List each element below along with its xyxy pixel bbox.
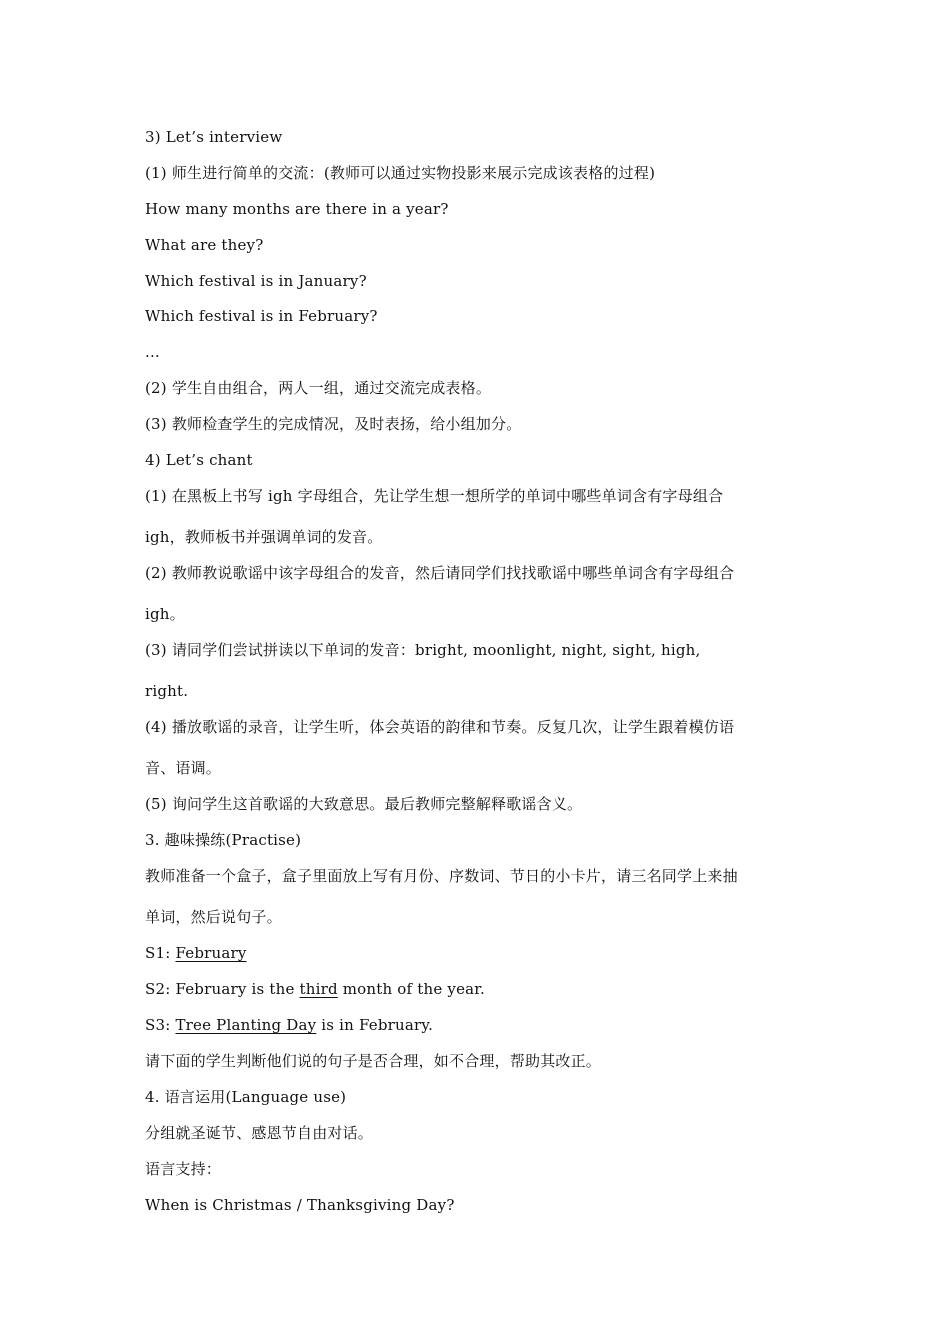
paragraph: (3) 教师检查学生的完成情况，及时表扬，给小组加分。 [145,415,522,433]
s3-prefix: S3: [145,1016,176,1034]
paragraph: 请下面的学生判断他们说的句子是否合理，如不合理，帮助其改正。 [145,1052,602,1070]
paragraph-continued: 音、语调。 [145,759,222,777]
paragraph: (2) 学生自由组合，两人一组，通过交流完成表格。 [145,379,492,397]
paragraph: 教师准备一个盒子，盒子里面放上写有月份、序数词、节日的小卡片，请三名同学上来抽 [145,867,738,885]
paragraph-continued: igh。 [145,605,185,623]
s3-underlined-phrase: Tree Planting Day [175,1016,317,1034]
ellipsis-line: ... [145,343,160,361]
s2-suffix: month of the year. [337,980,485,998]
section-heading-language-use: 4. 语言运用(Language use) [145,1088,347,1106]
question-line: What are they? [145,236,264,254]
s1-underlined-word: February [175,944,247,962]
paragraph: 分组就圣诞节、感恩节自由对话。 [145,1124,374,1142]
s1-prefix: S1: [145,944,176,962]
s2-underlined-word: third [299,980,338,998]
sentence-s2 [145,979,815,999]
sentence-s3 [145,1015,815,1035]
heading-lets-interview: 3) Let’s interview [145,128,283,146]
paragraph: (1) 师生进行简单的交流：(教师可以通过实物投影来展示完成该表格的过程) [145,164,656,182]
paragraph-continued: right. [145,682,189,700]
question-line: Which festival is in February? [145,307,378,325]
s3-suffix: is in February. [316,1016,434,1034]
paragraph: (4) 播放歌谣的录音，让学生听，体会英语的韵律和节奏。反复几次，让学生跟着模仿语 [145,718,735,736]
question-line: How many months are there in a year? [145,200,449,218]
question-line: Which festival is in January? [145,272,367,290]
paragraph: (3) 请同学们尝试拼读以下单词的发音：bright, moonlight, night, sight, high, [145,641,701,659]
paragraph: (2) 教师教说歌谣中该字母组合的发音，然后请同学们找找歌谣中哪些单词含有字母组合 [145,564,735,582]
s2-prefix: S2: February is the [145,980,300,998]
question-line: When is Christmas / Thanksgiving Day? [145,1196,455,1214]
paragraph-continued: igh，教师板书并强调单词的发音。 [145,528,383,546]
paragraph: (5) 询问学生这首歌谣的大致意思。最后教师完整解释歌谣含义。 [145,795,583,813]
heading-lets-chant: 4) Let’s chant [145,451,253,469]
sentence-s1 [145,943,815,963]
paragraph: 语言支持： [145,1160,222,1178]
section-heading-practise: 3. 趣味操练(Practise) [145,831,302,849]
paragraph-continued: 单词，然后说句子。 [145,908,282,926]
paragraph: (1) 在黑板上书写 igh 字母组合，先让学生想一想所学的单词中哪些单词含有字母组合 [145,487,724,505]
